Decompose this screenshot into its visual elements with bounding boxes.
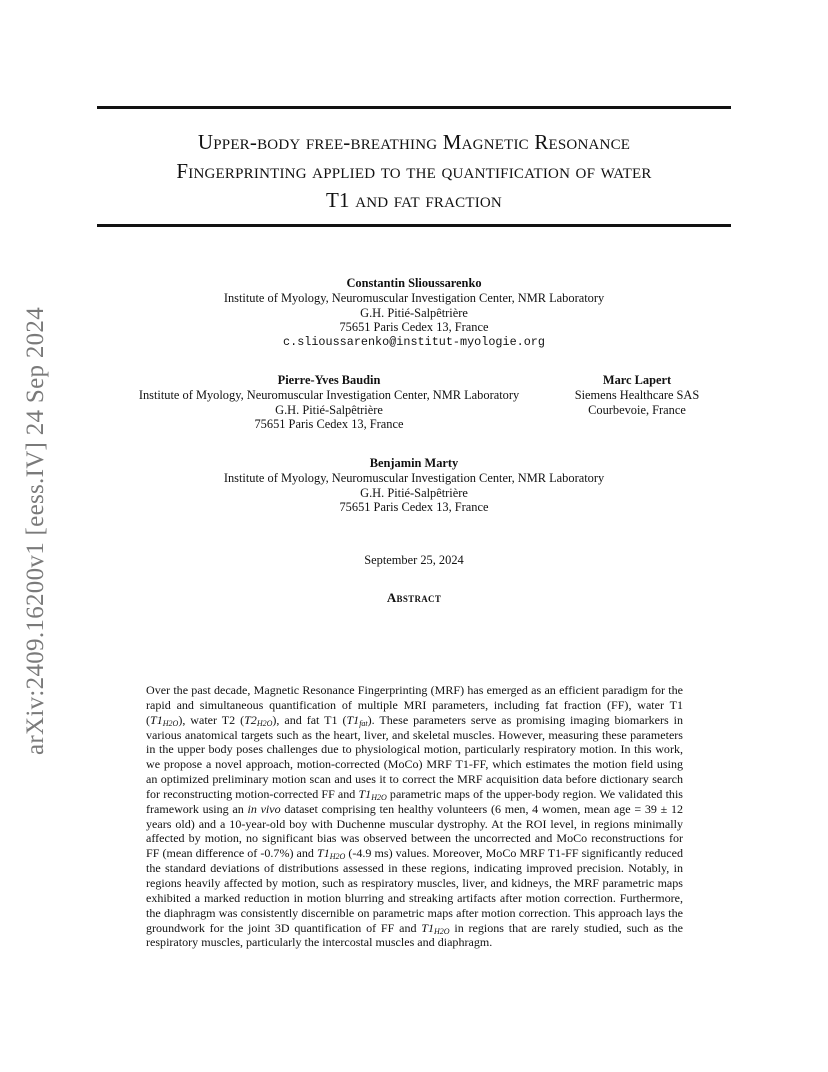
author-affiliation: Institute of Myology, Neuromuscular Investigation Center, NMR Laboratory [223, 470, 605, 485]
author-address: Courbevoie, France [588, 402, 686, 417]
author-address: 75651 Paris Cedex 13, France [339, 320, 489, 335]
author-block-marty [164, 456, 664, 515]
author-block-slioussarenko [164, 276, 664, 350]
author-address: 75651 Paris Cedex 13, France [254, 417, 404, 432]
paper-date: September 25, 2024 [364, 553, 464, 567]
author-name: Benjamin Marty [369, 456, 459, 470]
title-line-2: Fingerprinting applied to the quantification of water [176, 159, 652, 183]
author-affiliation: Institute of Myology, Neuromuscular Investigation Center, NMR Laboratory [223, 290, 605, 305]
abstract-heading: Abstract [386, 590, 442, 605]
author-hospital: G.H. Pitié-Salpêtrière [360, 305, 468, 320]
author-hospital: G.H. Pitié-Salpêtrière [360, 485, 468, 500]
author-email[interactable]: c.slioussarenko@institut-myologie.org [283, 335, 545, 350]
arxiv-id: arXiv:2409.16200v1 [eess.IV] 24 Sep 2024 [22, 306, 49, 756]
title-line-3: T1 and fat fraction [326, 188, 502, 212]
author-block-lapert [556, 373, 718, 417]
title-rule-bottom [97, 224, 731, 227]
paper-title [97, 128, 731, 215]
arxiv-sidebar-stamp [8, 288, 64, 774]
author-hospital: G.H. Pitié-Salpêtrière [275, 402, 383, 417]
author-block-baudin [110, 373, 548, 432]
title-rule-top [97, 106, 731, 109]
author-affiliation: Siemens Healthcare SAS [574, 387, 700, 402]
author-name: Marc Lapert [602, 373, 672, 387]
abstract-paragraph: Over the past decade, Magnetic Resonance Fingerprinting (MRF) has emerged as an efficient paradigm for the rapid and simultaneous quantification of multiple MRI parameters, including fat fraction (FF), water T1 $(T1_{H2O})$, water T2 $(T2_{H2O})$, and fat T1 $(T1_{fat})$. These parameters serve as promising imaging biomarkers in various anatomical targets such as the heart, liver, and skeletal muscles. However, measuring these parameters in the upper body poses challenges due to physiological motion, particularly respiratory motion. In this work, we propose a novel approach, motion-corrected (MoCo) MRF T1-FF, which estimates the motion field using an optimized preliminary motion scan and uses it to correct the MRF acquisition data before dictionary search for reconstructing motion-corrected FF and $T1_{H2O}$ parametric maps of the upper-body region. We validated this framework using an in vivo dataset comprising ten healthy volunteers (6 men, 4 women, mean age = 39 ± 12 years old) and a 10-year-old boy with Duchenne muscular dystrophy. At the ROI level, in regions minimally affected by motion, no significant bias was observed between the uncorrected and MoCo reconstructions for FF (mean difference of -0.7%) and $T1_{H2O}$ (-4.9 ms) values. Moreover, MoCo MRF T1-FF significantly reduced the standard deviations of distributions assessed in these regions, indicating improved precision. Notably, in regions heavily affected by motion, such as respiratory muscles, liver, and kidneys, the MRF parametric maps exhibited a marked reduction in motion blurring and streaking artifacts after motion correction. Furthermore, the diaphragm was consistently discernible on parametric maps after motion correction. This approach lays the groundwork for the joint 3D quantification of FF and $T1_{H2O}$ in regions that are rarely studied, such as the respiratory muscles, particularly the intercostal muscles and diaphragm. [146, 683, 684, 950]
title-line-1: Upper-body free-breathing Magnetic Resonance [197, 130, 631, 154]
author-name: Pierre-Yves Baudin [277, 373, 381, 387]
abstract-body [146, 683, 683, 950]
author-affiliation: Institute of Myology, Neuromuscular Investigation Center, NMR Laboratory [138, 387, 520, 402]
author-address: 75651 Paris Cedex 13, France [339, 500, 489, 515]
author-name: Constantin Slioussarenko [346, 276, 482, 290]
